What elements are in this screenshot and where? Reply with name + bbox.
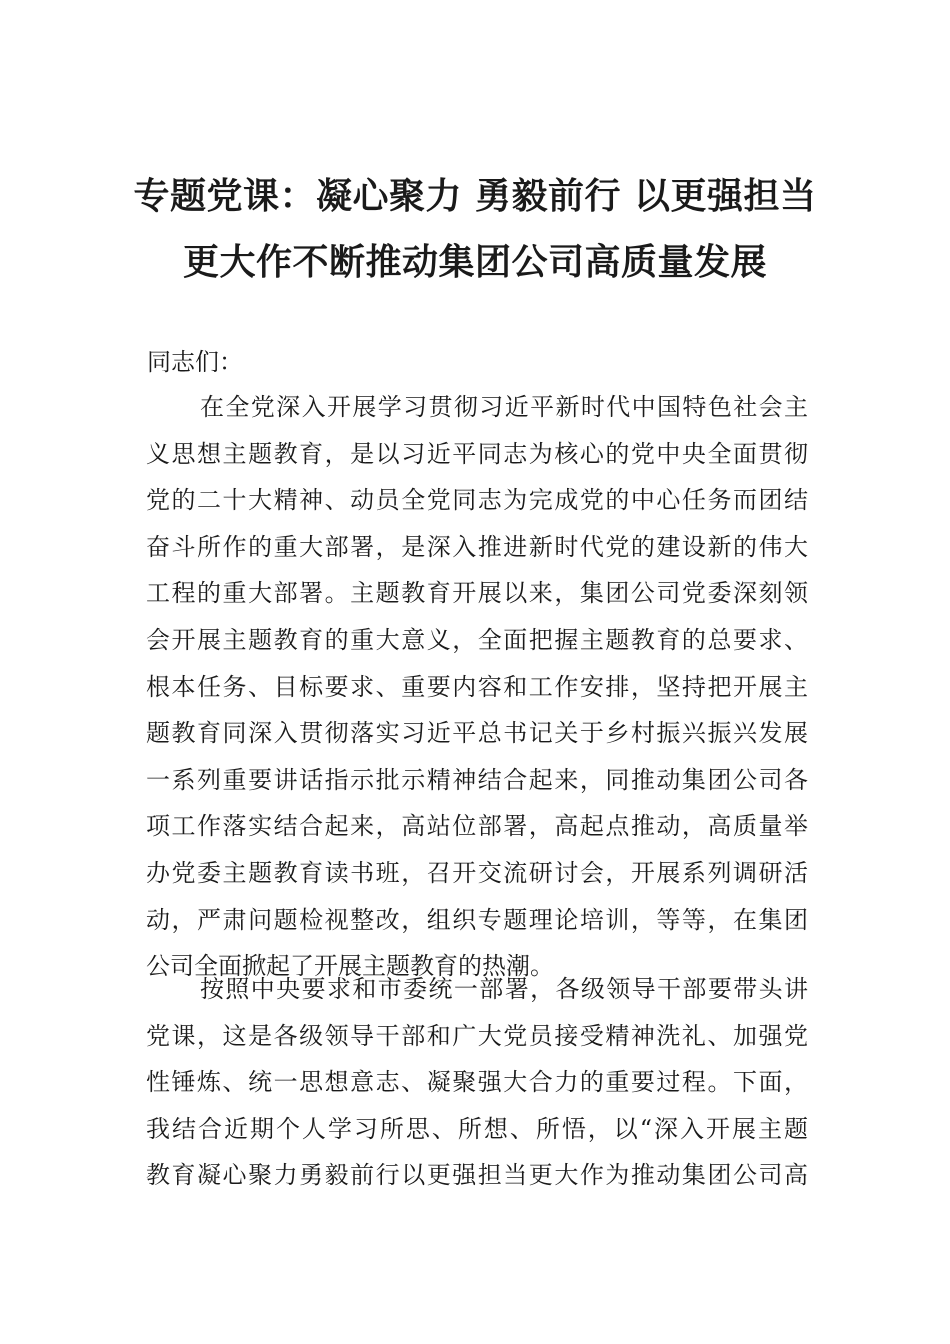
paragraph-line: 义思想主题教育，是以习近平同志为核心的党中央全面贯彻 xyxy=(146,439,808,468)
document-title-line-1: 专题党课：凝心聚力 勇毅前行 以更强担当 xyxy=(133,175,817,217)
paragraph-line: 党的二十大精神、动员全党同志为完成党的中心任务而团结 xyxy=(146,486,808,515)
paragraph-line: 党课，这是各级领导干部和广大党员接受精神洗礼、加强党 xyxy=(146,1021,808,1050)
paragraph-line: 办党委主题教育读书班，召开交流研讨会，开展系列调研活 xyxy=(146,858,808,887)
paragraph-line: 教育凝心聚力勇毅前行以更强担当更大作为推动集团公司高 xyxy=(146,1161,808,1190)
paragraph-line: 题教育同深入贯彻落实习近平总书记关于乡村振兴振兴发展 xyxy=(146,719,808,748)
salutation: 同志们： xyxy=(147,348,243,376)
paragraph-line: 在全党深入开展学习贯彻习近平新时代中国特色社会主 xyxy=(200,393,808,421)
paragraph-line: 根本任务、目标要求、重要内容和工作安排，坚持把开展主 xyxy=(146,672,808,701)
document-title-line-2: 更大作不断推动集团公司高质量发展 xyxy=(182,241,767,283)
paragraph-line: 会开展主题教育的重大意义，全面把握主题教育的总要求、 xyxy=(146,625,808,654)
paragraph-line: 奋斗所作的重大部署，是深入推进新时代党的建设新的伟大 xyxy=(146,532,808,561)
paragraph-1 xyxy=(146,384,808,990)
paragraph-line: 工程的重大部署。主题教育开展以来，集团公司党委深刻领 xyxy=(146,579,808,608)
paragraph-line: 动，严肃问题检视整改，组织专题理论培训，等等，在集团 xyxy=(146,905,808,934)
paragraph-2 xyxy=(146,966,808,1199)
paragraph-line: 性锤炼、统一思想意志、凝聚强大合力的重要过程。下面， xyxy=(146,1068,808,1097)
paragraph-line: 项工作落实结合起来，高站位部署，高起点推动，高质量举 xyxy=(146,812,808,841)
paragraph-line: 公司全面掀起了开展主题教育的热潮。 xyxy=(146,952,554,981)
paragraph-line: 一系列重要讲话指示批示精神结合起来，同推动集团公司各 xyxy=(146,765,808,794)
paragraph-line: 按照中央要求和市委统一部署，各级领导干部要带头讲 xyxy=(200,975,808,1003)
paragraph-line: 我结合近期个人学习所思、所想、所悟，以“深入开展主题 xyxy=(146,1114,808,1143)
